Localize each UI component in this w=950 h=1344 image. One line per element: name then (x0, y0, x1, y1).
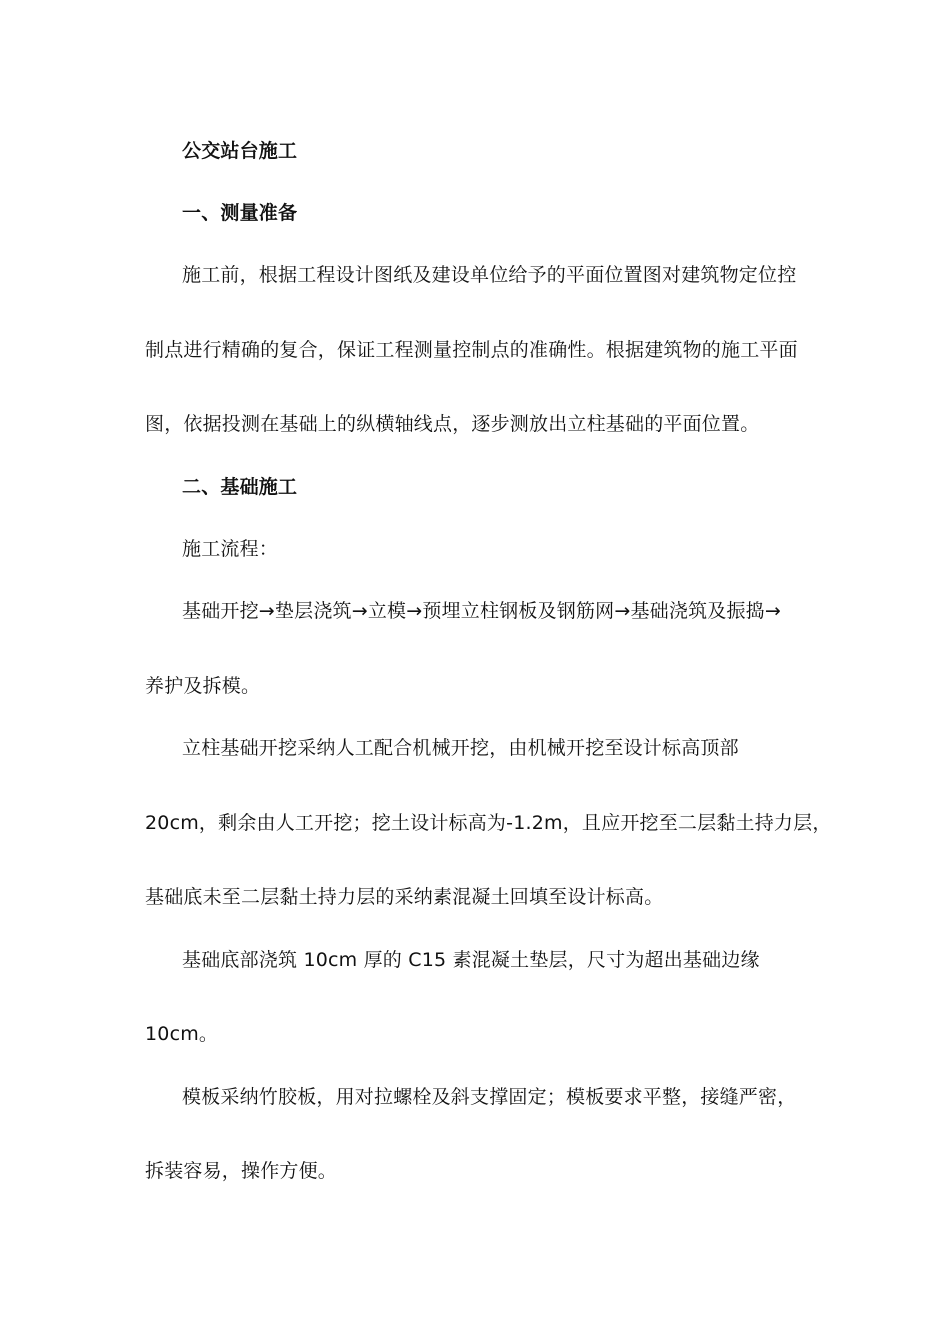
section-heading-survey: 一、测量准备 (182, 202, 298, 224)
paragraph-line: 模板采纳竹胶板，用对拉螺栓及斜支撑固定；模板要求平整，接缝严密， (182, 1086, 797, 1108)
paragraph-line: 10cm。 (145, 1023, 219, 1045)
document-title: 公交站台施工 (182, 140, 298, 162)
paragraph-line: 基础底部浇筑 10cm 厚的 C15 素混凝土垫层，尺寸为超出基础边缘 (182, 949, 760, 971)
paragraph-line: 养护及拆模。 (145, 675, 261, 697)
paragraph-line: 制点进行精确的复合，保证工程测量控制点的准确性。根据建筑物的施工平面 (145, 339, 798, 361)
paragraph-line: 施工前，根据工程设计图纸及建设单位给予的平面位置图对建筑物定位控 (182, 264, 797, 286)
section-heading-foundation: 二、基础施工 (182, 476, 298, 498)
paragraph-line: 拆装容易，操作方便。 (145, 1160, 338, 1182)
paragraph-line: 施工流程： (182, 538, 279, 560)
paragraph-line: 基础开挖→垫层浇筑→立模→预埋立柱钢板及钢筋网→基础浇筑及振捣→ (182, 600, 782, 622)
paragraph-line: 立柱基础开挖采纳人工配合机械开挖，由机械开挖至设计标高顶部 (182, 737, 739, 759)
paragraph-line: 图，依据投测在基础上的纵横轴线点，逐步测放出立柱基础的平面位置。 (145, 413, 760, 435)
paragraph-line: 基础底未至二层黏土持力层的采纳素混凝土回填至设计标高。 (145, 886, 664, 908)
paragraph-line: 20cm，剩余由人工开挖；挖土设计标高为-1.2m，且应开挖至二层黏土持力层， (145, 812, 832, 834)
